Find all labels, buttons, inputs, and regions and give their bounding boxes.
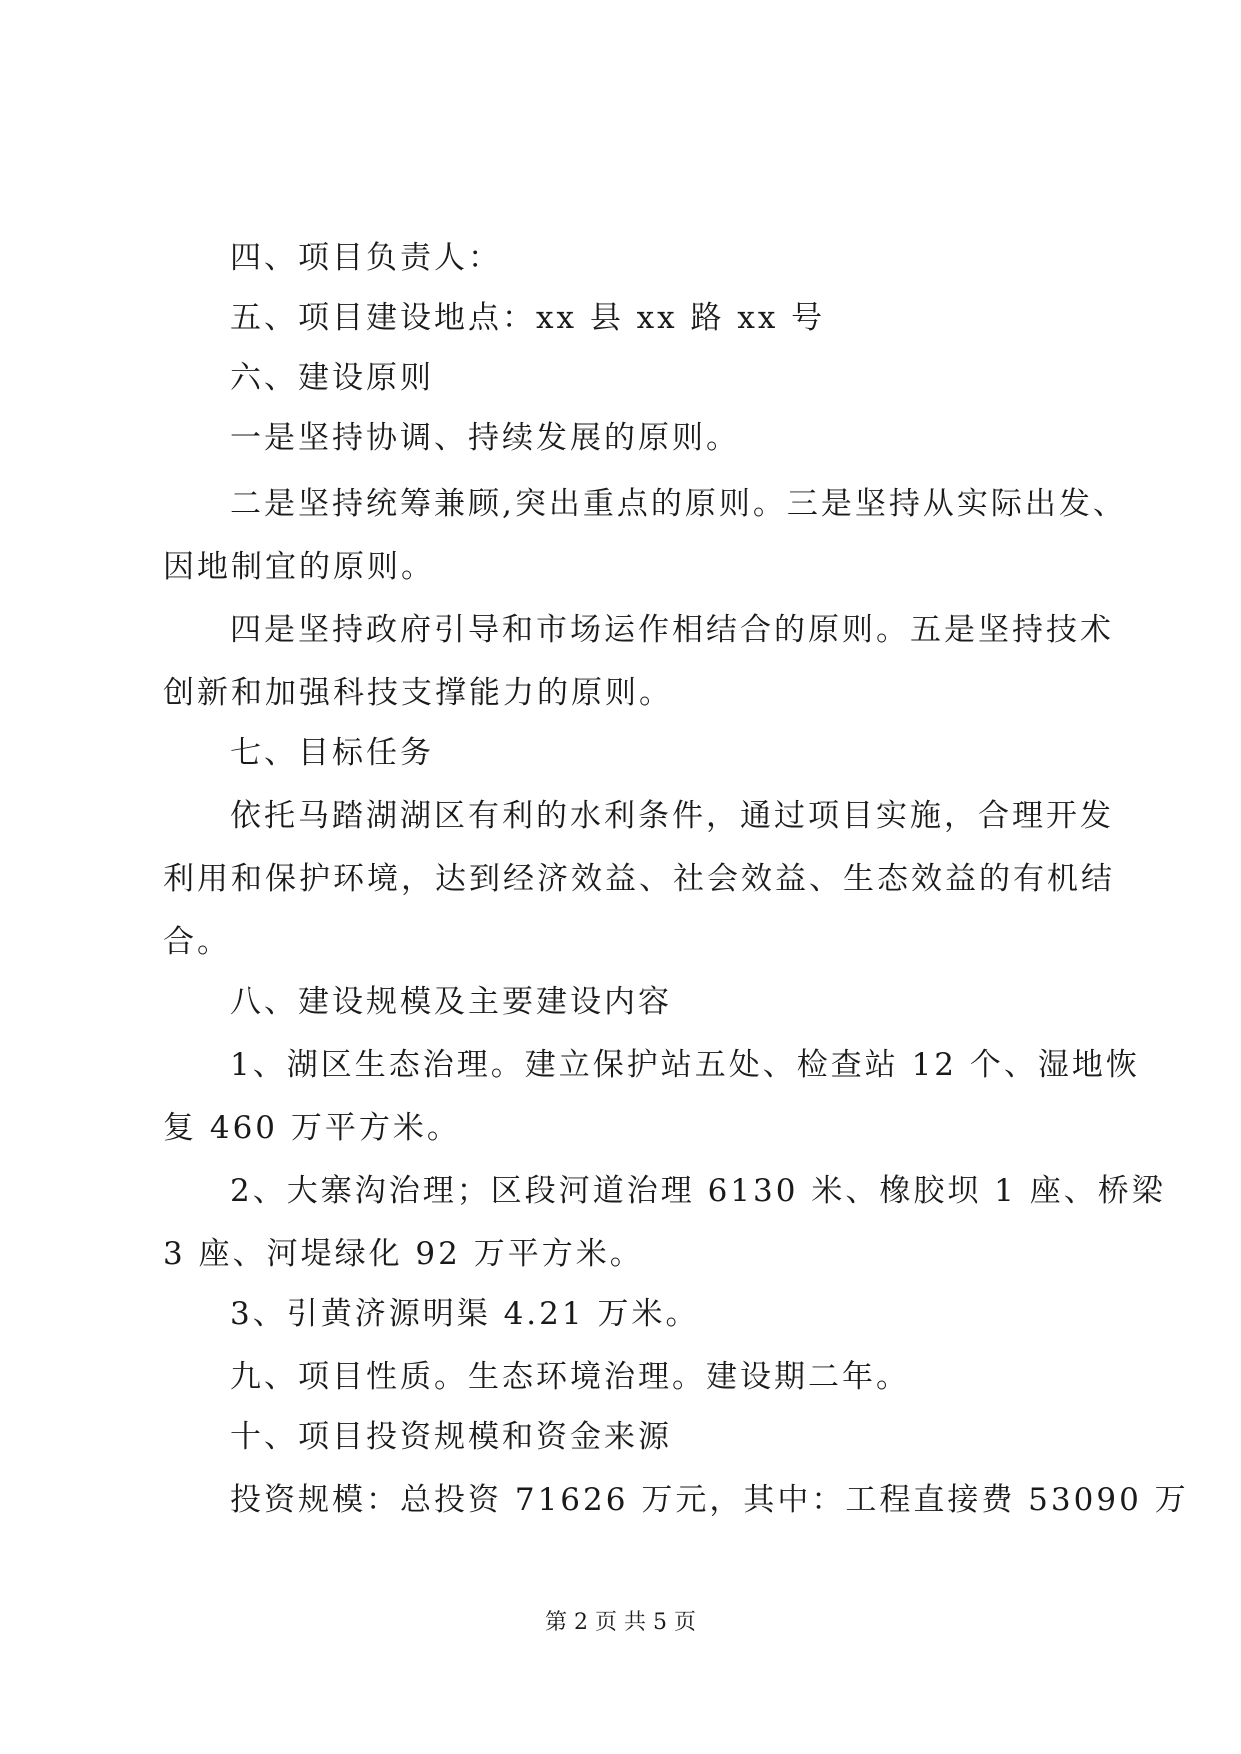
paragraph-line: 九、项目性质。生态环境治理。建设期二年。	[230, 1359, 910, 1395]
paragraph-line: 2、大寨沟治理；区段河道治理 6130 米、橡胶坝 1 座、桥梁	[230, 1173, 1166, 1209]
page-footer: 第 2 页 共 5 页	[545, 1610, 696, 1635]
paragraph-line: 四是坚持政府引导和市场运作相结合的原则。五是坚持技术	[230, 612, 1114, 648]
paragraph-line: 合。	[163, 924, 231, 960]
paragraph-line: 五、项目建设地点：xx 县 xx 路 xx 号	[230, 300, 826, 336]
paragraph-line: 一是坚持协调、持续发展的原则。	[230, 420, 740, 456]
paragraph-line: 投资规模：总投资 71626 万元，其中：工程直接费 53090 万	[230, 1482, 1189, 1518]
paragraph-line: 依托马踏湖湖区有利的水利条件，通过项目实施，合理开发	[230, 798, 1114, 834]
paragraph-line: 3 座、河堤绿化 92 万平方米。	[163, 1236, 644, 1272]
paragraph-line: 十、项目投资规模和资金来源	[230, 1419, 672, 1455]
paragraph-line: 七、目标任务	[230, 735, 434, 771]
paragraph-line: 因地制宜的原则。	[163, 549, 435, 585]
paragraph-line: 六、建设原则	[230, 360, 434, 396]
paragraph-line: 四、项目负责人：	[230, 240, 502, 276]
paragraph-line: 1、湖区生态治理。建立保护站五处、检查站 12 个、湿地恢	[230, 1047, 1140, 1083]
paragraph-line: 利用和保护环境，达到经济效益、社会效益、生态效益的有机结	[163, 861, 1115, 897]
paragraph-line: 3、引黄济源明渠 4.21 万米。	[230, 1296, 700, 1332]
paragraph-line: 二是坚持统筹兼顾,突出重点的原则。三是坚持从实际出发、	[230, 486, 1127, 522]
paragraph-line: 复 460 万平方米。	[163, 1110, 461, 1146]
paragraph-line: 八、建设规模及主要建设内容	[230, 984, 672, 1020]
paragraph-line: 创新和加强科技支撑能力的原则。	[163, 675, 673, 711]
